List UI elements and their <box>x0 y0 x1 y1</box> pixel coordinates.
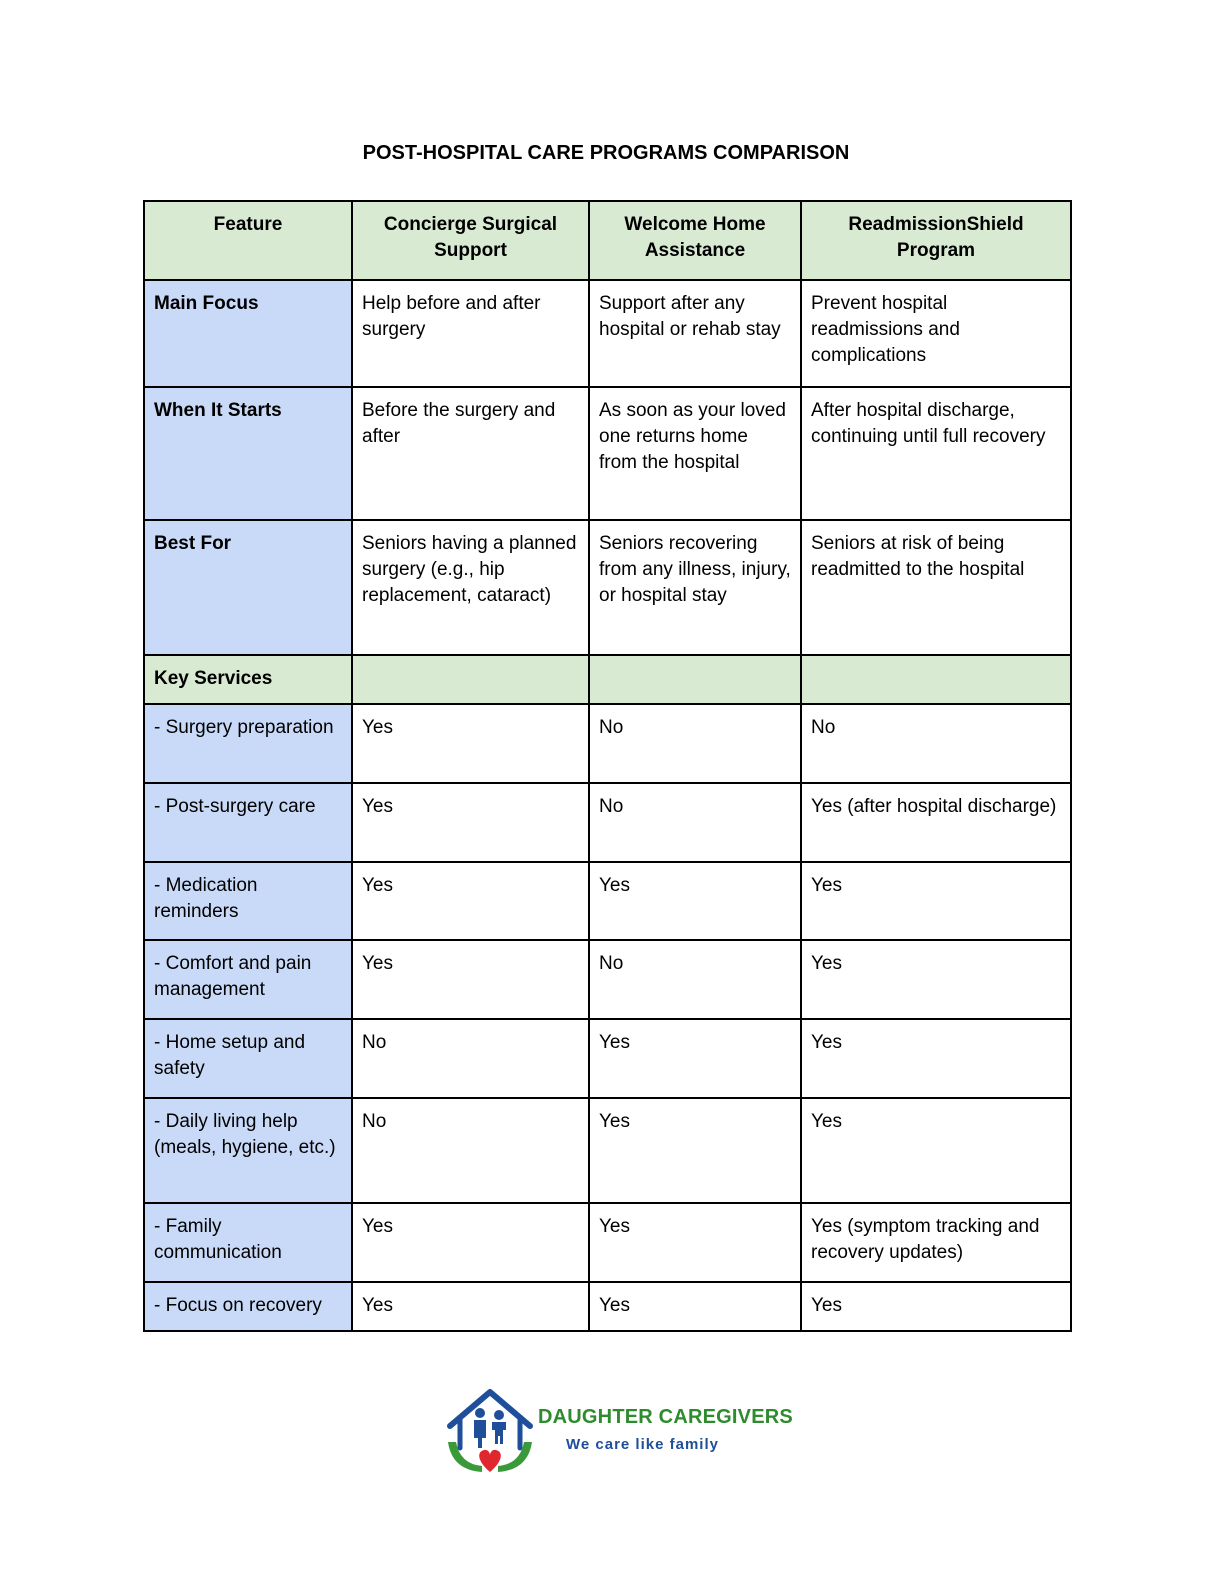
table-row <box>144 520 1071 655</box>
table-cell: No <box>589 783 801 862</box>
row-feature: - Daily living help (meals, hygiene, etc.) <box>144 1098 352 1203</box>
table-cell: Yes <box>801 1098 1071 1203</box>
table-row <box>144 1098 1071 1203</box>
table-cell: No <box>589 704 801 783</box>
logo-tagline: We care like family <box>566 1436 719 1453</box>
table-row <box>144 940 1071 1019</box>
table-row <box>144 783 1071 862</box>
row-feature: - Focus on recovery <box>144 1282 352 1331</box>
table-cell: Yes <box>589 1098 801 1203</box>
table-cell: No <box>352 1098 589 1203</box>
table-cell: Yes <box>352 783 589 862</box>
row-feature: - Post-surgery care <box>144 783 352 862</box>
table-cell: Yes <box>589 1203 801 1282</box>
table-row <box>144 862 1071 940</box>
table-cell: Seniors having a planned surgery (e.g., hip replacement, cataract) <box>352 520 589 655</box>
column-header: Concierge Surgical Support <box>352 201 589 280</box>
table-cell: Prevent hospital readmissions and complications <box>801 280 1071 387</box>
table-cell: Yes <box>801 1282 1071 1331</box>
table-row <box>144 1203 1071 1282</box>
table-cell: Yes <box>352 1203 589 1282</box>
table-cell: Seniors at risk of being readmitted to the hospital <box>801 520 1071 655</box>
page-title: POST-HOSPITAL CARE PROGRAMS COMPARISON <box>362 142 850 164</box>
section-label: Key Services <box>144 655 352 704</box>
row-feature: - Family communication <box>144 1203 352 1282</box>
logo-name: DAUGHTER CAREGIVERS <box>538 1406 793 1428</box>
table-cell: Yes <box>801 940 1071 1019</box>
comparison-table <box>143 200 1072 1332</box>
table-row <box>144 1019 1071 1098</box>
table-cell: Yes <box>352 862 589 940</box>
column-header: Welcome Home Assistance <box>589 201 801 280</box>
column-header: Feature <box>144 201 352 280</box>
table-header-row <box>144 201 1071 280</box>
table-row <box>144 704 1071 783</box>
row-feature: - Comfort and pain management <box>144 940 352 1019</box>
table-cell: No <box>352 1019 589 1098</box>
house-family-heart-icon <box>444 1386 536 1482</box>
row-feature: Main Focus <box>144 280 352 387</box>
table-cell: Yes (after hospital discharge) <box>801 783 1071 862</box>
table-cell: Before the surgery and after <box>352 387 589 520</box>
table-cell: Yes <box>352 704 589 783</box>
table-cell: Yes <box>589 1019 801 1098</box>
row-feature: - Medication reminders <box>144 862 352 940</box>
table-cell: Yes <box>589 1282 801 1331</box>
table-cell: Yes <box>801 862 1071 940</box>
row-feature: - Surgery preparation <box>144 704 352 783</box>
table-cell: No <box>589 940 801 1019</box>
table-cell <box>801 655 1071 704</box>
column-header: ReadmissionShield Program <box>801 201 1071 280</box>
table-cell: Yes <box>801 1019 1071 1098</box>
table-cell <box>352 655 589 704</box>
table-cell: Seniors recovering from any illness, injury, or hospital stay <box>589 520 801 655</box>
table-cell: Yes <box>352 1282 589 1331</box>
company-logo <box>418 1368 794 1488</box>
table-cell: Help before and after surgery <box>352 280 589 387</box>
row-feature: - Home setup and safety <box>144 1019 352 1098</box>
row-feature: When It Starts <box>144 387 352 520</box>
table-cell: Yes <box>589 862 801 940</box>
section-row <box>144 655 1071 704</box>
table-cell <box>589 655 801 704</box>
table-cell: After hospital discharge, continuing until full recovery <box>801 387 1071 520</box>
table-row <box>144 387 1071 520</box>
table-row <box>144 280 1071 387</box>
table-cell: Yes <box>352 940 589 1019</box>
row-feature: Best For <box>144 520 352 655</box>
table-cell: No <box>801 704 1071 783</box>
table-cell: Support after any hospital or rehab stay <box>589 280 801 387</box>
table-row <box>144 1282 1071 1331</box>
table-cell: Yes (symptom tracking and recovery updates) <box>801 1203 1071 1282</box>
table-cell: As soon as your loved one returns home from the hospital <box>589 387 801 520</box>
